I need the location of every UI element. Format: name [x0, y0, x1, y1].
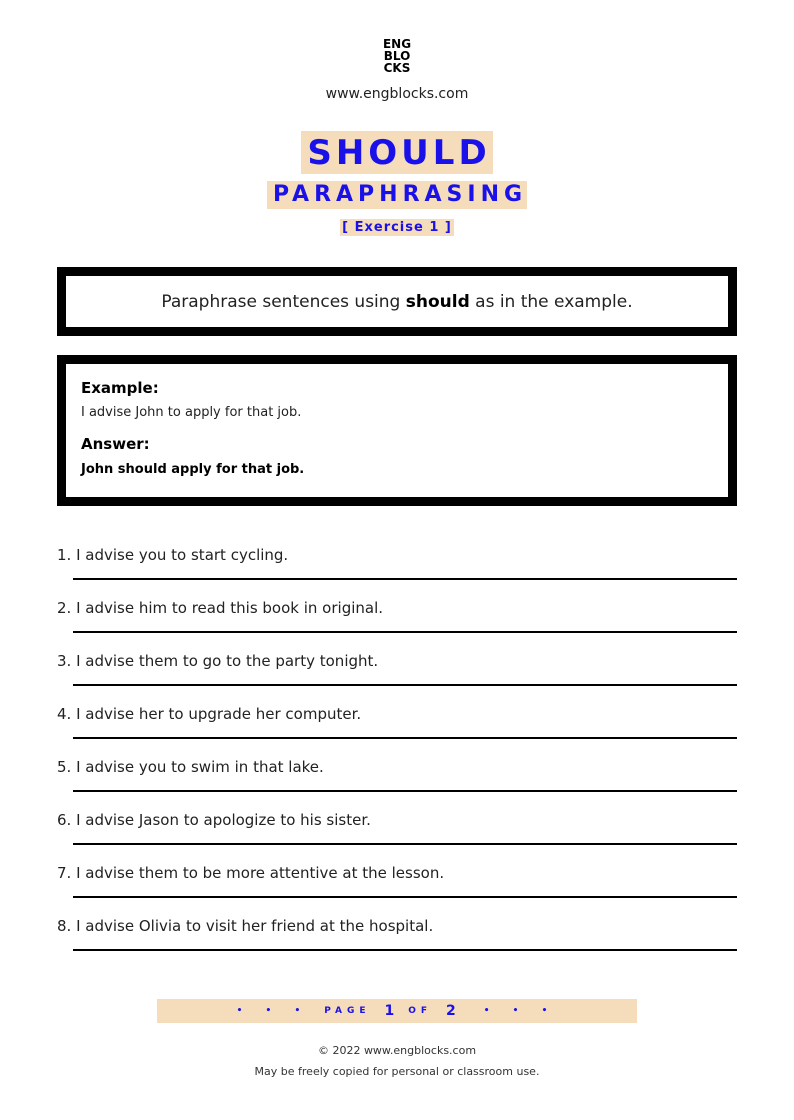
page-current: 1 [384, 1003, 395, 1019]
exercise-label-text: [ Exercise 1 ] [342, 220, 452, 235]
page-indicator [157, 999, 637, 1023]
title-sub-text: PARAPHRASING [267, 181, 527, 209]
answer-heading: Answer: [81, 435, 150, 453]
exercise-item [0, 545, 794, 598]
exercise-sentence: 5. I advise you to swim in that lake. [57, 758, 324, 776]
page-title [0, 131, 794, 174]
answer-line[interactable] [73, 578, 737, 580]
exercise-sentence: 3. I advise them to go to the party tonight. [57, 652, 379, 670]
exercise-label [0, 216, 794, 236]
answer-text: John should apply for that job. [81, 462, 305, 477]
title-main-text: SHOULD [301, 131, 492, 174]
copyright-text: © 2022 www.engblocks.com [317, 1044, 477, 1057]
logo-line-3: CKS [383, 61, 411, 75]
example-box [57, 355, 737, 506]
answer-line[interactable] [73, 949, 737, 951]
page-dots-right: • • • [483, 1006, 558, 1016]
page-word: PAGE [324, 1006, 371, 1016]
exercise-item [0, 598, 794, 651]
exercise-item [0, 916, 794, 969]
page-total: 2 [446, 1003, 456, 1019]
exercise-sentence: 8. I advise Olivia to visit her friend at the hospital. [57, 917, 434, 935]
exercise-item [0, 863, 794, 916]
answer-line[interactable] [73, 684, 737, 686]
exercise-sentence: 4. I advise her to upgrade her computer. [57, 705, 362, 723]
exercise-item [0, 704, 794, 757]
instruction-after: as in the example. [469, 291, 633, 312]
instruction-keyword: should [405, 291, 470, 312]
engblocks-logo [0, 38, 794, 74]
example-text: I advise John to apply for that job. [81, 405, 302, 420]
exercise-sentence: 1. I advise you to start cycling. [57, 546, 289, 564]
instruction-box [57, 267, 737, 336]
of-word: OF [408, 1006, 433, 1016]
exercise-item [0, 757, 794, 810]
exercise-item [0, 810, 794, 863]
page-dots-left: • • • [236, 1006, 311, 1016]
site-url: www.engblocks.com [325, 86, 469, 102]
answer-line[interactable] [73, 631, 737, 633]
logo-line-1: ENG [382, 37, 412, 51]
page-subtitle [0, 181, 794, 209]
answer-line[interactable] [73, 737, 737, 739]
license-text: May be freely copied for personal or classroom use. [254, 1065, 540, 1078]
example-heading: Example: [81, 379, 159, 397]
exercise-sentence: 7. I advise them to be more attentive at the lesson. [57, 864, 445, 882]
answer-line[interactable] [73, 790, 737, 792]
exercise-sentence: 6. I advise Jason to apologize to his sister. [57, 811, 371, 829]
instruction-text [161, 292, 632, 312]
instruction-before: Paraphrase sentences using [161, 291, 406, 312]
answer-line[interactable] [73, 843, 737, 845]
exercise-sentence: 2. I advise him to read this book in original. [57, 599, 384, 617]
exercise-item [0, 651, 794, 704]
answer-line[interactable] [73, 896, 737, 898]
logo-line-2: BLO [383, 49, 411, 63]
